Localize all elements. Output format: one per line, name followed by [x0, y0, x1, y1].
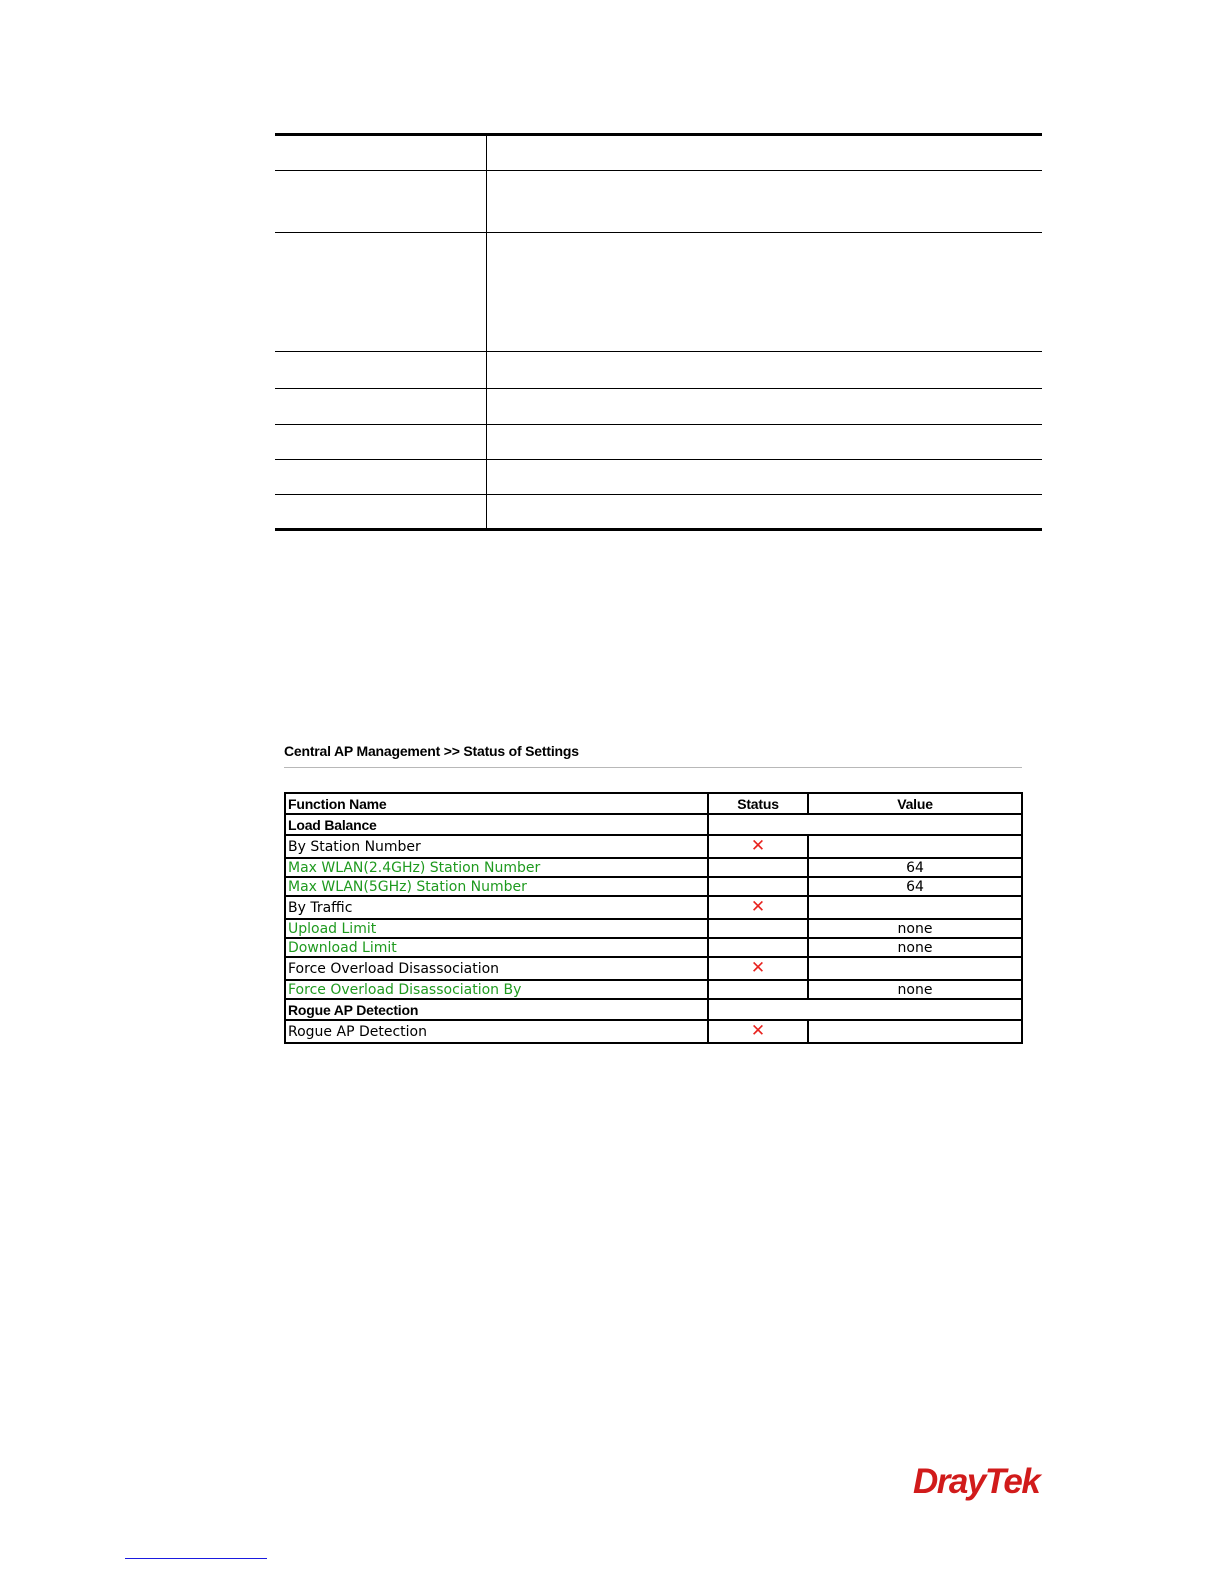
value-cell: none — [808, 919, 1022, 938]
table-row — [275, 495, 1042, 530]
function-name-cell: Force Overload Disassociation — [285, 957, 708, 980]
function-name-cell: By Station Number — [285, 835, 708, 858]
status-cell — [708, 896, 808, 919]
status-table — [284, 792, 1023, 1044]
table-row — [275, 135, 1042, 171]
function-name-cell: Download Limit — [285, 938, 708, 957]
table-row — [275, 389, 1042, 425]
function-name-cell: Load Balance — [285, 814, 708, 835]
column-header-status: Status — [708, 793, 808, 814]
table-group-row — [285, 999, 1022, 1020]
status-cell — [708, 877, 808, 896]
status-cell — [708, 835, 808, 858]
value-cell: none — [808, 938, 1022, 957]
x-mark-icon: ✕ — [750, 958, 766, 978]
table-header-row — [285, 793, 1022, 814]
footer-link-line — [125, 1558, 267, 1559]
table-row — [275, 352, 1042, 389]
table-row — [285, 980, 1022, 999]
table-row — [285, 877, 1022, 896]
status-cell — [708, 1020, 808, 1043]
value-cell — [808, 896, 1022, 919]
value-cell — [808, 957, 1022, 980]
x-mark-icon: ✕ — [750, 897, 766, 917]
table-row — [285, 896, 1022, 919]
table-group-row — [285, 814, 1022, 835]
x-mark-icon: ✕ — [750, 1021, 766, 1041]
function-name-cell: Upload Limit — [285, 919, 708, 938]
function-name-cell: Max WLAN(2.4GHz) Station Number — [285, 858, 708, 877]
status-cell — [708, 957, 808, 980]
table-row — [285, 919, 1022, 938]
table-row — [275, 171, 1042, 233]
table-row — [285, 835, 1022, 858]
function-name-cell: Rogue AP Detection — [285, 1020, 708, 1043]
status-cell — [708, 938, 808, 957]
table-row — [275, 425, 1042, 460]
group-empty-cell — [708, 999, 1022, 1020]
x-mark-icon: ✕ — [750, 836, 766, 856]
status-cell — [708, 919, 808, 938]
page-title: Central AP Management >> Status of Settings — [284, 743, 579, 759]
table-row — [285, 957, 1022, 980]
column-header-value: Value — [808, 793, 1022, 814]
draytek-logo: DrayTek — [913, 1462, 1040, 1501]
title-divider — [284, 767, 1022, 768]
function-name-cell: Rogue AP Detection — [285, 999, 708, 1020]
value-cell — [808, 1020, 1022, 1043]
column-header-function-name: Function Name — [285, 793, 708, 814]
function-name-cell: Force Overload Disassociation By — [285, 980, 708, 999]
function-name-cell: Max WLAN(5GHz) Station Number — [285, 877, 708, 896]
value-cell: 64 — [808, 858, 1022, 877]
value-cell: 64 — [808, 877, 1022, 896]
table-row — [275, 233, 1042, 352]
table-row — [275, 460, 1042, 495]
status-cell — [708, 980, 808, 999]
value-cell: none — [808, 980, 1022, 999]
value-cell — [808, 835, 1022, 858]
table-row — [285, 1020, 1022, 1043]
status-cell — [708, 858, 808, 877]
table-row — [285, 938, 1022, 957]
group-empty-cell — [708, 814, 1022, 835]
description-table — [275, 133, 1042, 531]
function-name-cell: By Traffic — [285, 896, 708, 919]
table-row — [285, 858, 1022, 877]
